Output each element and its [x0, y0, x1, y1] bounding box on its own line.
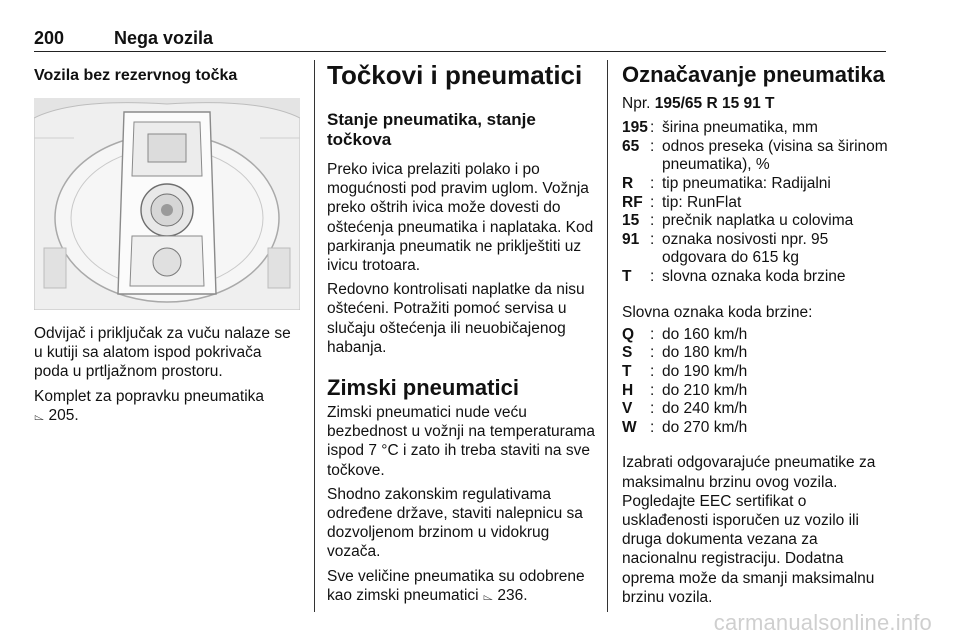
- speed-code-heading: Slovna oznaka koda brzine:: [622, 303, 813, 321]
- page-header: [34, 28, 886, 52]
- list-item: 91 : oznaka nosivosti npr. 95 odgovara do 615 kg: [622, 230, 829, 267]
- repair-kit-page: 205.: [48, 406, 79, 424]
- repair-kit-reference: [34, 387, 300, 426]
- column-divider: [314, 60, 315, 612]
- tyre-condition-text-2: Redovno kontrolisati naplatke da nisu oštećeni. Potražiti pomoć servisa u slučaju oštećenja ili neuobičajenog habanja.: [327, 281, 585, 356]
- column-3: [622, 58, 890, 607]
- list-item: S : do 180 km/h: [622, 344, 748, 362]
- tools-location-text: Odvijač i priključak za vuču nalaze se u kutiji sa alatom ispod pokrivača poda u prtljažnom prostoru.: [34, 325, 291, 381]
- list-item: 15 : prečnik naplatka u colovima: [622, 212, 854, 230]
- list-item: T : slovna oznaka koda brzine: [622, 267, 846, 285]
- subsection-tyre-condition: Stanje pneumatika, stanje točkova: [327, 110, 536, 149]
- tyre-code-list: [622, 119, 890, 286]
- list-item: 195 : širina pneumatika, mm: [622, 119, 818, 137]
- tyre-selection-text: Izabrati odgovarajuće pneumatike za maksimalnu brzinu ovog vozila. Pogledajte EEC sertifikat o usklađenosti isporučen uz vozilo ili druga dokumenta vezana za nacionalnu registraciju. Dodatna oprema može da smanji maksimalnu brzinu vozila.: [622, 454, 876, 606]
- list-item: Q : do 160 km/h: [622, 325, 748, 343]
- list-item: R : tip pneumatika: Radijalni: [622, 174, 831, 192]
- subsection-winter-tyres: Zimski pneumatici: [327, 375, 519, 401]
- example-line: [622, 94, 890, 113]
- column-1: [34, 58, 300, 426]
- list-item: 65 : odnos preseka (visina sa širinom pneumatika), %: [622, 137, 888, 174]
- repair-kit-text: Komplet za popravku pneumatika: [34, 387, 265, 405]
- winter-tyres-text-3: [327, 567, 597, 606]
- winter-tyres-text-1: Zimski pneumatici nude veću bezbednost u vožnji na temperaturama ispod 7 °C i zato ih treba staviti na sve točkove.: [327, 404, 595, 479]
- chapter-title: Nega vozila: [114, 28, 214, 48]
- list-item: T : do 190 km/h: [622, 362, 748, 380]
- winter-tyres-text-3-body: Sve veličine pneumatika su odobrene kao zimski pneumatici: [327, 567, 585, 604]
- section-title-tyre-designation: Označavanje pneumatika: [622, 62, 885, 87]
- list-item: RF : tip: RunFlat: [622, 193, 742, 211]
- tyre-condition-text-1: Preko ivica prelaziti polako i po mogućnosti pod pravim uglom. Vožnja preko oštrih ivica može dovesti do oštećenja pneumatika i naplataka. Kod parkiranja pneumatik ne priklještiti uz ivicu trotoara.: [327, 161, 594, 275]
- section-title-no-spare: Vozila bez rezervnog točka: [34, 67, 238, 84]
- site-watermark: carmanualsonline.info: [713, 610, 932, 635]
- column-divider: [607, 60, 608, 612]
- spare-wheel-well-icon: [34, 98, 300, 310]
- list-item: V : do 240 km/h: [622, 400, 748, 418]
- example-prefix: Npr.: [622, 95, 651, 112]
- reference-arrow-icon: ⌳: [482, 588, 494, 604]
- list-item: H : do 210 km/h: [622, 381, 748, 399]
- page-number: 200: [34, 28, 65, 48]
- winter-tyres-page: 236.: [497, 586, 528, 604]
- reference-arrow-icon: ⌳: [34, 408, 45, 424]
- winter-tyres-text-2: Shodno zakonskim regulativama određene države, staviti nalepnicu sa dozvoljenom brzinom u vidokrug vozača.: [327, 485, 583, 561]
- spare-wheel-well-illustration: [34, 98, 300, 310]
- column-2: [327, 58, 597, 606]
- list-item: W : do 270 km/h: [622, 418, 748, 436]
- speed-code-list: [622, 326, 890, 438]
- section-title-wheels-tyres: Točkovi i pneumatici: [327, 60, 583, 90]
- example-code: 195/65 R 15 91 T: [654, 95, 775, 112]
